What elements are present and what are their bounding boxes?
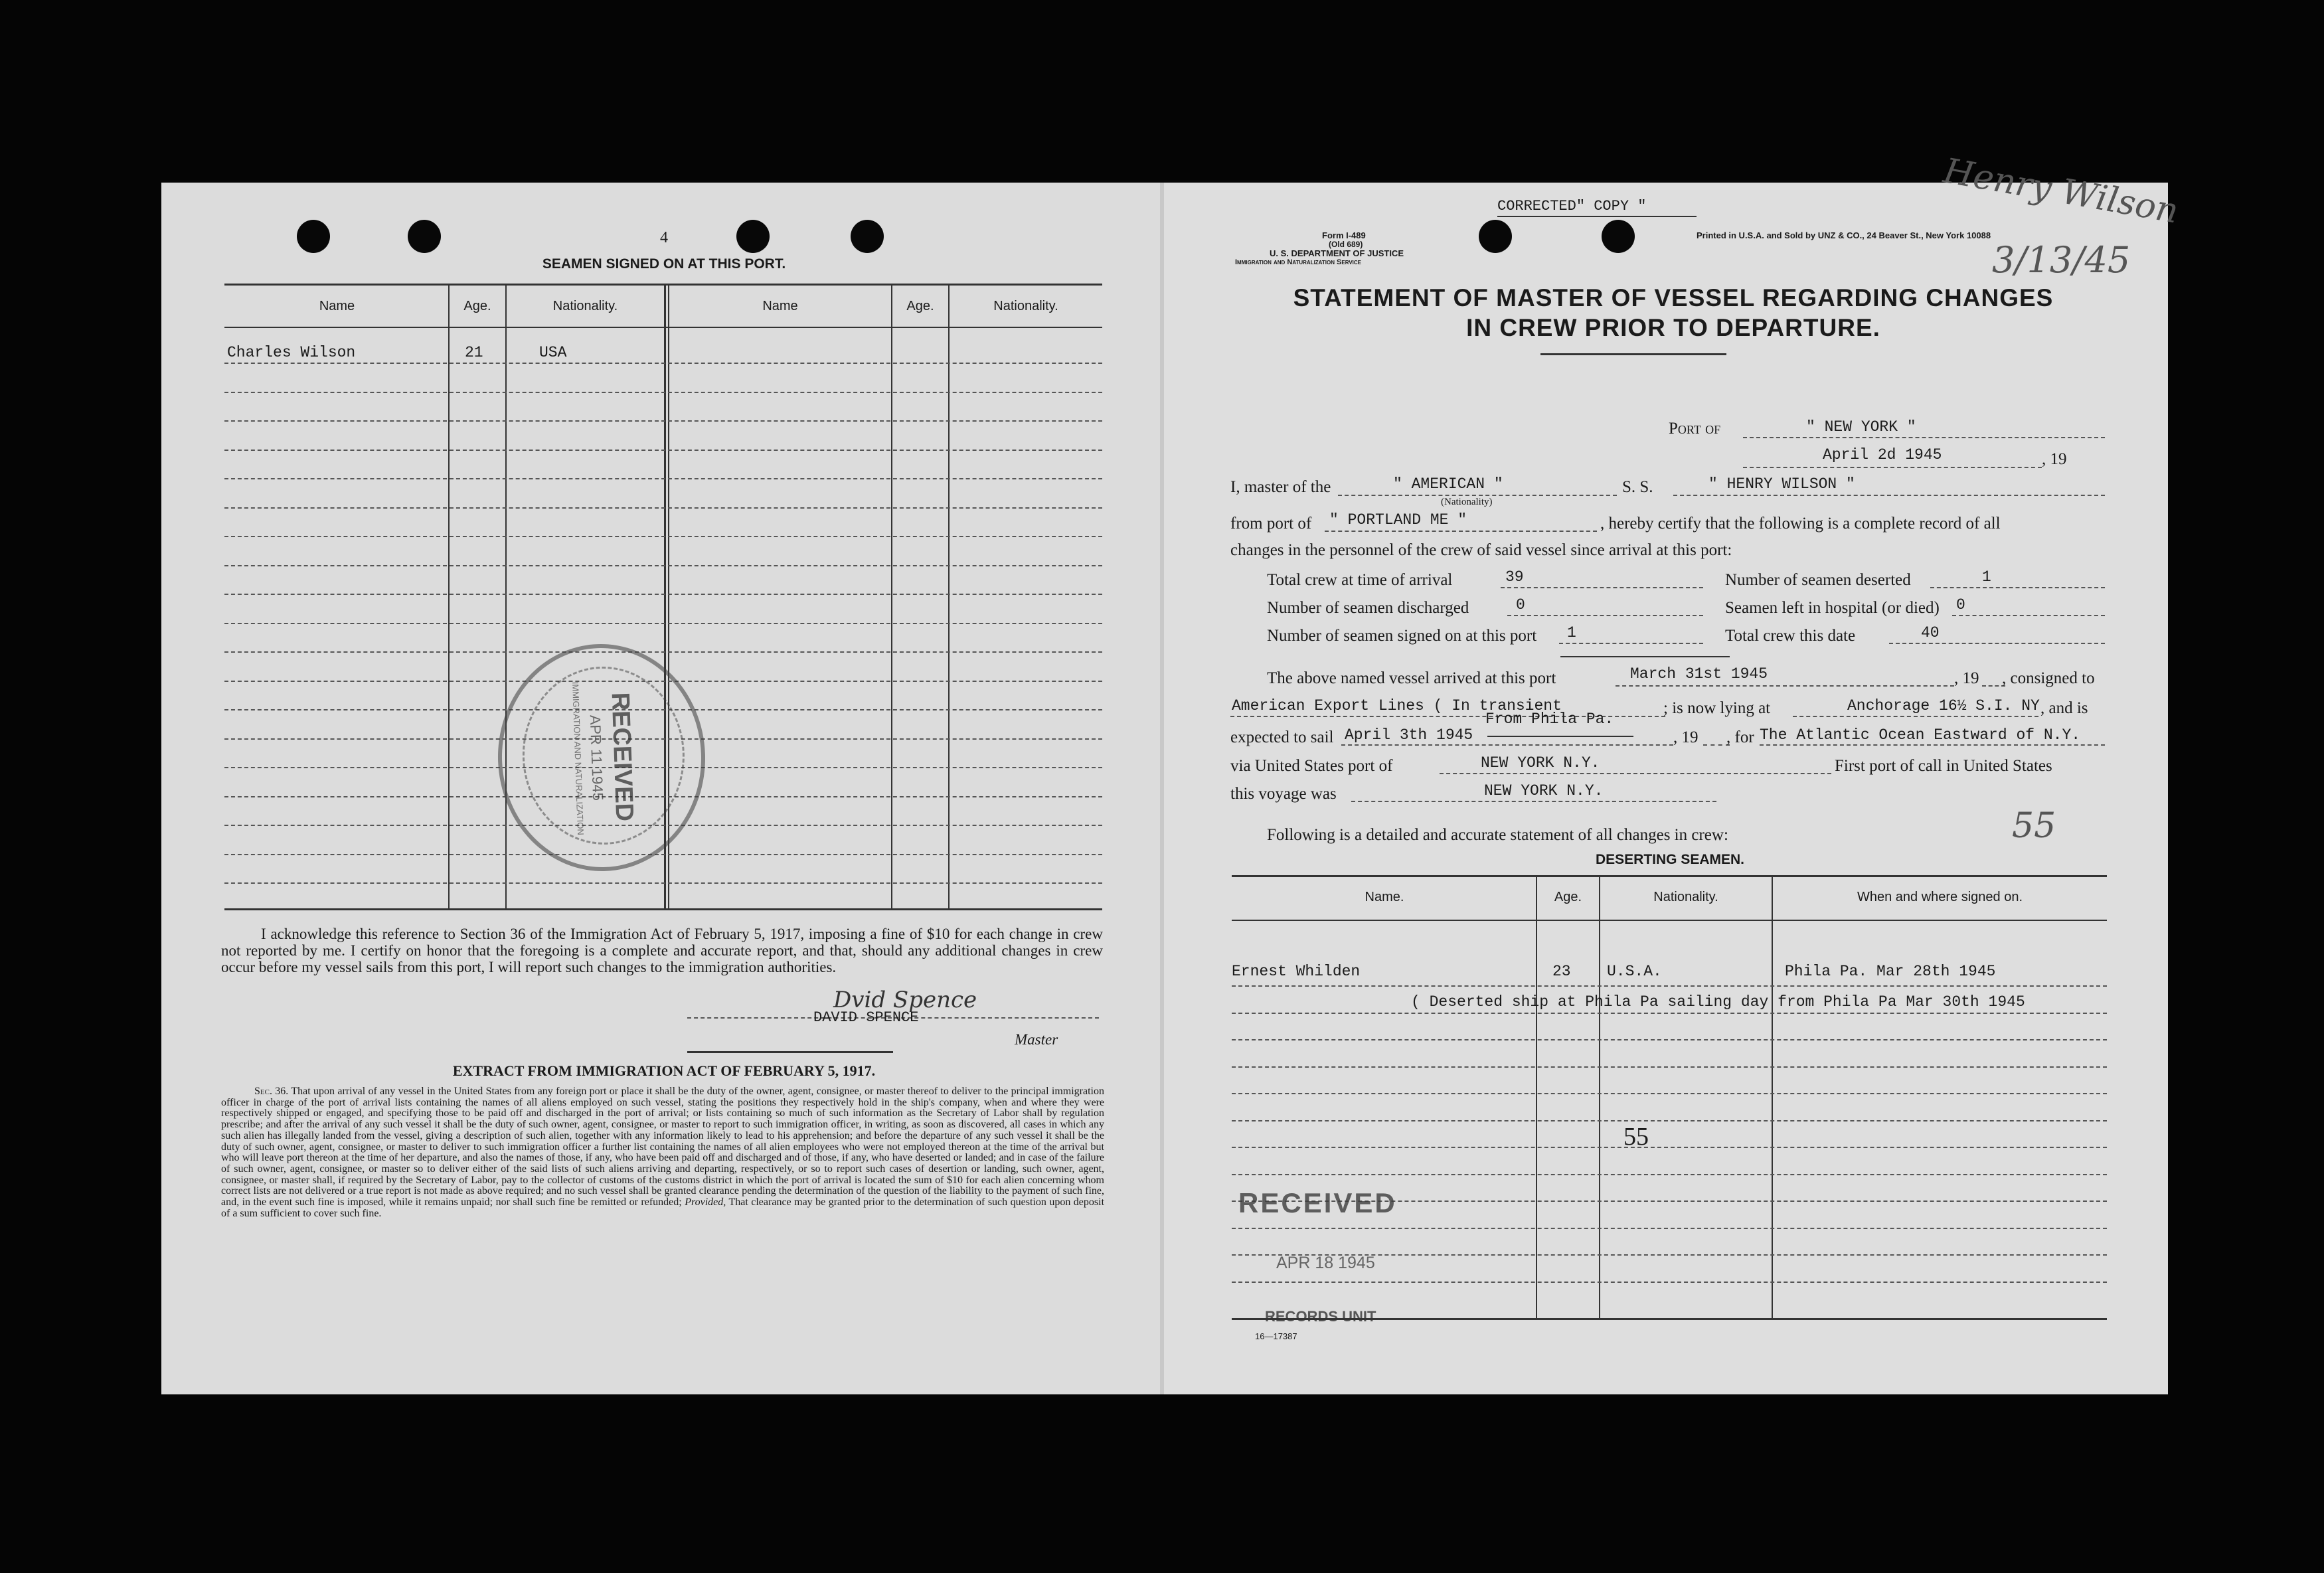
master-label: Master	[1015, 1031, 1058, 1048]
form-number: Form I-489	[1322, 230, 1366, 240]
hospital-label: Seamen left in hospital (or died)	[1725, 599, 1940, 617]
voyage-label: this voyage was	[1230, 785, 1337, 803]
signed-on-value: 1	[1567, 624, 1576, 641]
acknowledgement-text: I acknowledge this reference to Section 36 of the Immigration Act of February 5, 1917, imposing a fine of $10 for each change in crew not reported by me. I certify on honor that the foregoing is a complete and accurate report, and that, should any additional changes in crew occur before my vessel sails from this port, I will report such changes to the immigration authorities.	[221, 926, 1103, 975]
crew-nationality: USA	[539, 344, 567, 361]
row-rule	[1232, 985, 2107, 987]
voyage-value: NEW YORK N.Y.	[1484, 782, 1604, 799]
handwritten-date: 3/13/45	[1992, 239, 2131, 281]
nationality-value: " AMERICAN "	[1393, 475, 1503, 493]
row-rule	[224, 536, 1102, 537]
row-rule	[224, 478, 1102, 479]
row-rule	[1232, 1013, 2107, 1014]
crew-name: Charles Wilson	[227, 344, 356, 361]
row-rule	[224, 420, 1102, 422]
total-arrival-label: Total crew at time of arrival	[1267, 571, 1453, 589]
certify-text: , hereby certify that the following is a complete record of all	[1600, 515, 2001, 533]
discharged-label: Number of seamen discharged	[1267, 599, 1469, 617]
col-header-age: Age.	[1554, 890, 1582, 904]
printer-line: Printed in U.S.A. and Sold by UNZ & CO., 24 Beaver St., New York 10088	[1697, 230, 1991, 240]
row-rule	[1232, 1120, 2107, 1121]
row-rule	[1232, 1093, 2107, 1094]
form-title-line2: IN CREW PRIOR TO DEPARTURE.	[1466, 314, 1880, 341]
col-header-name: Name.	[1365, 890, 1404, 904]
records-unit: RECORDS UNIT	[1265, 1308, 1376, 1325]
row-rule	[224, 594, 1102, 595]
punch-hole	[1479, 220, 1512, 253]
row-rule	[1232, 1066, 2107, 1068]
changes-text: changes in the personnel of the crew of said vessel since arrival at this port:	[1230, 541, 1732, 559]
row-rule	[224, 363, 1102, 364]
signed-on-label: Number of seamen signed on at this port	[1267, 627, 1537, 645]
table-55: 55	[1623, 1123, 1649, 1151]
for-label: , for	[1726, 728, 1754, 746]
discharged-value: 0	[1516, 596, 1525, 614]
expected-label: expected to sail	[1230, 728, 1334, 746]
punch-hole	[851, 220, 884, 253]
punch-hole	[736, 220, 770, 253]
row-rule	[224, 623, 1102, 624]
row-rule	[224, 565, 1102, 566]
row-rule	[1232, 1282, 2107, 1283]
date-value: April 2d 1945	[1823, 446, 1942, 463]
from-port-label: from port of	[1230, 515, 1312, 533]
col-header-nationality: Nationality.	[1653, 890, 1718, 904]
col-header-signed-on: When and where signed on.	[1857, 890, 2023, 904]
deserter-age: 23	[1552, 963, 1571, 980]
row-rule	[224, 392, 1102, 393]
punch-hole	[408, 220, 441, 253]
lying-value: Anchorage 16½ S.I. NY	[1847, 697, 2040, 714]
nationality-note: (Nationality)	[1441, 497, 1493, 507]
deserter-name: Ernest Whilden	[1232, 963, 1361, 980]
arrived-value: March 31st 1945	[1630, 665, 1768, 683]
from-port-value: " PORTLAND ME "	[1329, 511, 1467, 529]
ss-label: S. S.	[1622, 478, 1653, 496]
punch-hole	[1602, 220, 1635, 253]
total-arrival-value: 39	[1505, 568, 1524, 586]
form-old-number: (Old 689)	[1329, 240, 1363, 249]
for-value: The Atlantic Ocean Eastward of N.Y.	[1760, 726, 2081, 744]
corrected-copy: CORRECTED" COPY "	[1497, 198, 1647, 214]
row-rule	[1232, 1228, 2107, 1229]
deserted-value: 1	[1982, 568, 1991, 586]
extract-text	[221, 1086, 1104, 1219]
col-header-nationality: Nationality.	[552, 299, 618, 313]
first-port-label: First port of call in United States	[1835, 757, 2052, 775]
via-value: NEW YORK N.Y.	[1481, 754, 1600, 772]
page-number: 4	[660, 229, 668, 246]
expected-value: April 3th 1945	[1345, 726, 1473, 744]
punch-hole	[297, 220, 330, 253]
master-name: DAVID SPENCE	[813, 1009, 919, 1026]
row-rule	[1232, 1174, 2107, 1175]
row-rule	[224, 651, 1102, 653]
extract-tail: That clearance may be granted prior to the determination of such question upon deposit of a sum sufficient to cover such fine.	[221, 1197, 1105, 1219]
via-label: via United States port of	[1230, 757, 1393, 775]
section-title: SEAMEN SIGNED ON AT THIS PORT.	[542, 256, 786, 272]
deserted-label: Number of seamen deserted	[1725, 571, 1911, 589]
col-header-name: Name	[319, 299, 355, 313]
received-date-2: APR 18 1945	[1276, 1254, 1375, 1272]
row-rule	[224, 507, 1102, 509]
port-label: Port of	[1669, 420, 1721, 438]
extract-title: EXTRACT FROM IMMIGRATION ACT OF FEBRUARY 5, 1917.	[452, 1062, 876, 1079]
following-label: Following is a detailed and accurate statement of all changes in crew:	[1267, 826, 1728, 844]
handwritten-55: 55	[2012, 806, 2056, 846]
arrived-suffix: , 19	[1954, 669, 1979, 687]
handwritten-name: Henry Wilson	[1940, 151, 2182, 232]
hospital-value: 0	[1956, 596, 1965, 614]
col-header-name-2: Name	[762, 299, 798, 313]
footer-code: 16—17387	[1255, 1331, 1297, 1341]
consigned-label: , consigned to	[2002, 669, 2095, 687]
consignee-value: American Export Lines ( In transient	[1232, 697, 1562, 714]
lying-label: ; is now lying at	[1663, 699, 1771, 717]
row-rule	[224, 450, 1102, 451]
master-of-label: I, master of the	[1230, 478, 1331, 496]
deserter-note: ( Deserted ship at Phila Pa sailing day from Phila Pa Mar 30th 1945	[1411, 993, 2025, 1011]
page-fold	[1160, 183, 1164, 1394]
crew-age: 21	[465, 344, 483, 361]
deserting-title: DESERTING SEAMEN.	[1595, 852, 1745, 867]
port-value: " NEW YORK "	[1806, 418, 1916, 436]
ship-value: " HENRY WILSON "	[1708, 475, 1855, 493]
total-date-label: Total crew this date	[1725, 627, 1856, 645]
row-rule	[224, 854, 1102, 855]
row-rule	[224, 882, 1102, 884]
total-date-value: 40	[1921, 624, 1940, 641]
master-signature: Dvid Spence	[833, 987, 977, 1013]
arrived-label: The above named vessel arrived at this port	[1267, 669, 1556, 687]
department: U. S. DEPARTMENT OF JUSTICE	[1270, 248, 1404, 258]
row-rule	[1232, 1039, 2107, 1040]
row-rule	[1232, 1147, 2107, 1148]
received-stamp-2: RECEIVED	[1238, 1187, 1397, 1218]
stamp-date: APR 11 1945	[586, 714, 607, 801]
deserter-nationality: U.S.A.	[1607, 963, 1662, 980]
col-header-age-2: Age.	[906, 299, 934, 313]
and-is-label: , and is	[2040, 699, 2088, 717]
col-header-age: Age.	[463, 299, 491, 313]
stamp-agency: IMMIGRATION AND NATURALIZATION	[570, 681, 586, 835]
col-header-nationality-2: Nationality.	[993, 299, 1058, 313]
date-suffix: , 19	[2042, 450, 2067, 468]
extract-body: That upon arrival of any vessel in the United States from any foreign port or place it shall be the duty of the owner, agent, consignee, or master thereof to deliver to the principal immigration officer in charge of the port of arrival lists containing the names of all aliens employed on such vessel, stating the positions they respectively hold in the ship's company, when and where they were respectively shipped or engaged, and specifying those to be paid off and discharged in the port of arrival; or lists containing so much of such information as the Secretary of Labor shall by regulation prescribe; and after the arrival of any such vessel it shall be the duty of such owner, agent, consignee, or master to report to such immigration officer, in writing, as soon as discovered, all cases in which any such alien has illegally landed from the vessel, giving a description of such alien, together with any information likely to lead to his apprehension; and before the departure of any such vessel it shall be the duty of such owner, agent, consignee, or master to deliver to such immigration officer a further list containing the names of all alien employees who were not employed thereon at the time of the arrival but who will leave port thereon at the time of her departure, and also the names of those, if any, who have been paid off and discharged and of those, if any, who have deserted or landed; and in case of the failure of such owner, agent, consignee, or master so to deliver either of the said lists of such aliens arriving and departing, respectively, or so to report such cases of desertion or landing, such owner, agent, consignee, or master shall, if required by the Secretary of Labor, pay to the collector of customs of the customs district in which the port of arrival is located the sum of $10 for each alien concerning whom correct lists are not delivered or a true report is not made as above required; and no such vessel shall be granted clearance pending the determination of the question of the liability to the payment of such fine, and, in the event such fine is imposed, while it remains unpaid; nor shall such fine be remitted or refunded;	[221, 1086, 1104, 1208]
deserter-signed-on: Phila Pa. Mar 28th 1945	[1785, 963, 1996, 980]
stamp-word: RECEIVED	[606, 692, 639, 822]
extract-provided: Provided,	[685, 1197, 726, 1208]
from-phila-note: From Phila Pa.	[1485, 710, 1614, 728]
expected-suffix: , 19	[1673, 728, 1699, 746]
form-title-line1: STATEMENT OF MASTER OF VESSEL REGARDING CHANGES	[1293, 284, 2054, 311]
extract-sec: Sec. 36.	[254, 1086, 289, 1097]
service-name: Immigration and Naturalization Service	[1235, 258, 1362, 266]
